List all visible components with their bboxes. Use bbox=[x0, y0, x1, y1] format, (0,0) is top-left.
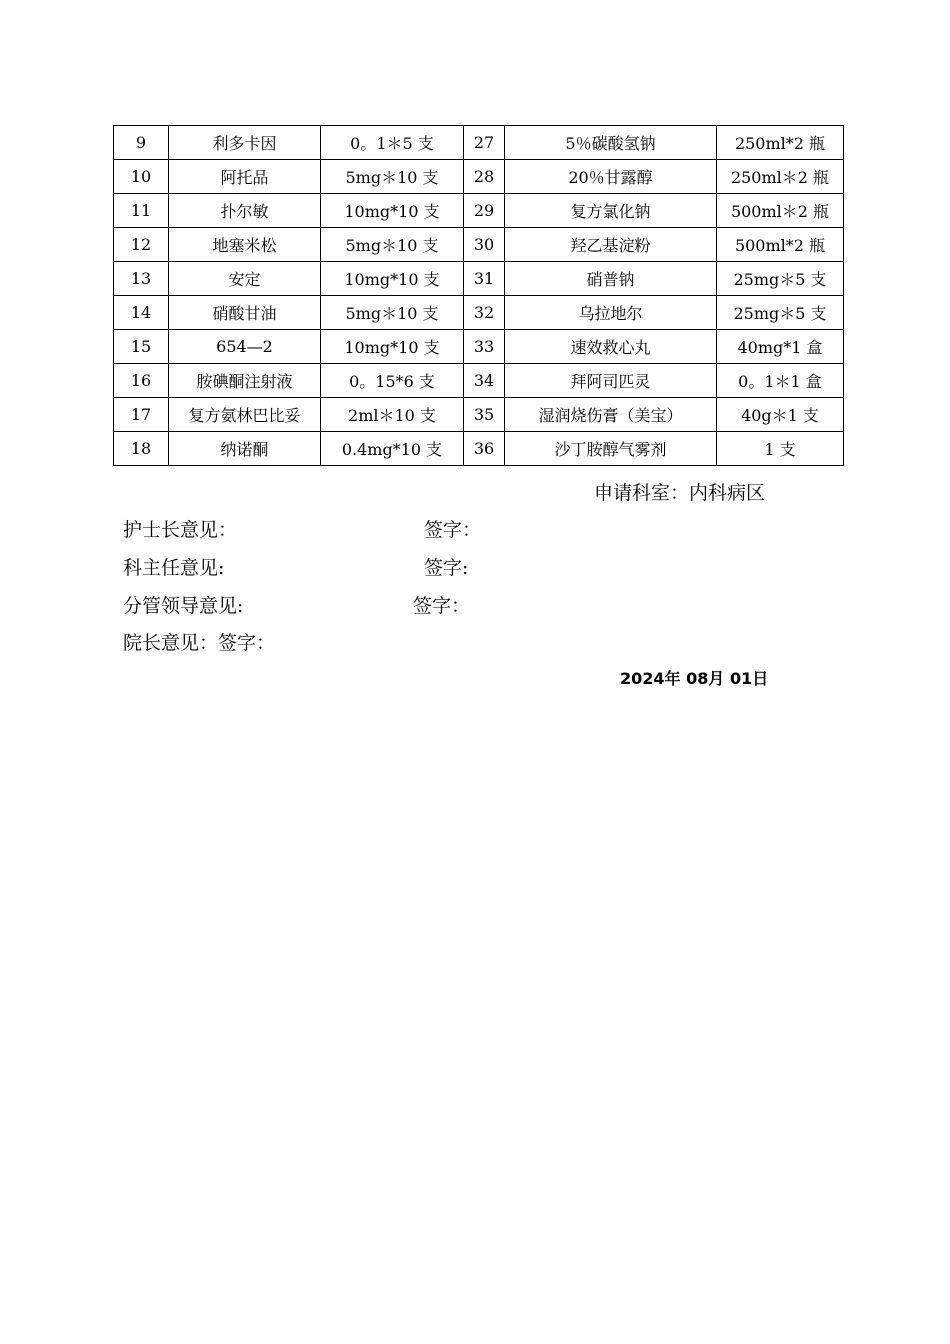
row-number-left: 11 bbox=[114, 194, 169, 228]
drug-name-right: 拜阿司匹灵 bbox=[505, 364, 717, 398]
table-row bbox=[114, 194, 844, 228]
drug-spec-right: 0。1＊1 盒 bbox=[717, 364, 844, 398]
drug-list-body bbox=[114, 126, 844, 466]
leader-signature-label: 签字： bbox=[413, 595, 471, 617]
drug-spec-left: 10mg*10 支 bbox=[321, 262, 464, 296]
department-director-opinion-label: 科主任意见: bbox=[123, 557, 225, 579]
drug-spec-right: 40g＊1 支 bbox=[717, 398, 844, 432]
head-nurse-signature-label: 签字： bbox=[424, 519, 482, 541]
drug-name-left: 硝酸甘油 bbox=[169, 296, 321, 330]
table-row bbox=[114, 262, 844, 296]
row-number-left: 15 bbox=[114, 330, 169, 364]
table-row bbox=[114, 296, 844, 330]
drug-name-right: 速效救心丸 bbox=[505, 330, 717, 364]
drug-spec-left: 0。15*6 支 bbox=[321, 364, 464, 398]
row-number-left: 18 bbox=[114, 432, 169, 466]
drug-spec-right: 500ml＊2 瓶 bbox=[717, 194, 844, 228]
row-number-right: 27 bbox=[464, 126, 505, 160]
row-number-right: 31 bbox=[464, 262, 505, 296]
drug-spec-left: 5mg＊10 支 bbox=[321, 228, 464, 262]
drug-name-left: 利多卡因 bbox=[169, 126, 321, 160]
row-number-left: 14 bbox=[114, 296, 169, 330]
drug-spec-right: 250ml*2 瓶 bbox=[717, 126, 844, 160]
row-number-right: 30 bbox=[464, 228, 505, 262]
row-number-left: 12 bbox=[114, 228, 169, 262]
drug-name-left: 扑尔敏 bbox=[169, 194, 321, 228]
drug-name-right: 5％碳酸氢钠 bbox=[505, 126, 717, 160]
drug-name-left: 阿托品 bbox=[169, 160, 321, 194]
drug-spec-right: 25mg＊5 支 bbox=[717, 262, 844, 296]
drug-spec-left: 2ml＊10 支 bbox=[321, 398, 464, 432]
row-number-right: 32 bbox=[464, 296, 505, 330]
drug-name-right: 湿润烧伤膏（美宝） bbox=[505, 398, 717, 432]
table-row bbox=[114, 364, 844, 398]
table-row bbox=[114, 126, 844, 160]
drug-name-left: 纳诺酮 bbox=[169, 432, 321, 466]
drug-name-left: 胺碘酮注射液 bbox=[169, 364, 321, 398]
drug-name-right: 复方氯化钠 bbox=[505, 194, 717, 228]
drug-spec-left: 0.4mg*10 支 bbox=[321, 432, 464, 466]
row-number-left: 13 bbox=[114, 262, 169, 296]
drug-spec-right: 500ml*2 瓶 bbox=[717, 228, 844, 262]
drug-list-table bbox=[113, 125, 844, 466]
drug-name-right: 沙丁胺醇气雾剂 bbox=[505, 432, 717, 466]
drug-name-right: 乌拉地尔 bbox=[505, 296, 717, 330]
row-number-left: 10 bbox=[114, 160, 169, 194]
drug-spec-right: 1 支 bbox=[717, 432, 844, 466]
head-nurse-opinion-label: 护士长意见： bbox=[123, 519, 238, 541]
row-number-right: 36 bbox=[464, 432, 505, 466]
applying-department: 申请科室：内科病区 bbox=[594, 482, 766, 504]
drug-spec-left: 10mg*10 支 bbox=[321, 194, 464, 228]
drug-spec-left: 10mg*10 支 bbox=[321, 330, 464, 364]
drug-name-left: 复方氨林巴比妥 bbox=[169, 398, 321, 432]
drug-name-right: 羟乙基淀粉 bbox=[505, 228, 717, 262]
row-number-right: 34 bbox=[464, 364, 505, 398]
drug-name-left: 安定 bbox=[169, 262, 321, 296]
row-number-left: 16 bbox=[114, 364, 169, 398]
document-date: 2024年 08月 01日 bbox=[620, 669, 769, 688]
drug-name-right: 硝普钠 bbox=[505, 262, 717, 296]
drug-spec-left: 0。1＊5 支 bbox=[321, 126, 464, 160]
president-opinion-label: 院长意见：签字： bbox=[123, 632, 276, 654]
row-number-right: 28 bbox=[464, 160, 505, 194]
table-row bbox=[114, 160, 844, 194]
drug-spec-left: 5mg＊10 支 bbox=[321, 160, 464, 194]
drug-spec-right: 25mg＊5 支 bbox=[717, 296, 844, 330]
row-number-right: 29 bbox=[464, 194, 505, 228]
leader-opinion-label: 分管领导意见: bbox=[123, 595, 244, 617]
table-row bbox=[114, 228, 844, 262]
drug-spec-left: 5mg＊10 支 bbox=[321, 296, 464, 330]
drug-spec-right: 250ml＊2 瓶 bbox=[717, 160, 844, 194]
row-number-right: 35 bbox=[464, 398, 505, 432]
table-row bbox=[114, 398, 844, 432]
row-number-left: 17 bbox=[114, 398, 169, 432]
drug-name-left: 654—2 bbox=[169, 330, 321, 364]
drug-name-left: 地塞米松 bbox=[169, 228, 321, 262]
drug-spec-right: 40mg*1 盒 bbox=[717, 330, 844, 364]
row-number-left: 9 bbox=[114, 126, 169, 160]
drug-name-right: 20％甘露醇 bbox=[505, 160, 717, 194]
table-row bbox=[114, 330, 844, 364]
table-row bbox=[114, 432, 844, 466]
row-number-right: 33 bbox=[464, 330, 505, 364]
department-director-signature-label: 签字: bbox=[424, 557, 469, 579]
